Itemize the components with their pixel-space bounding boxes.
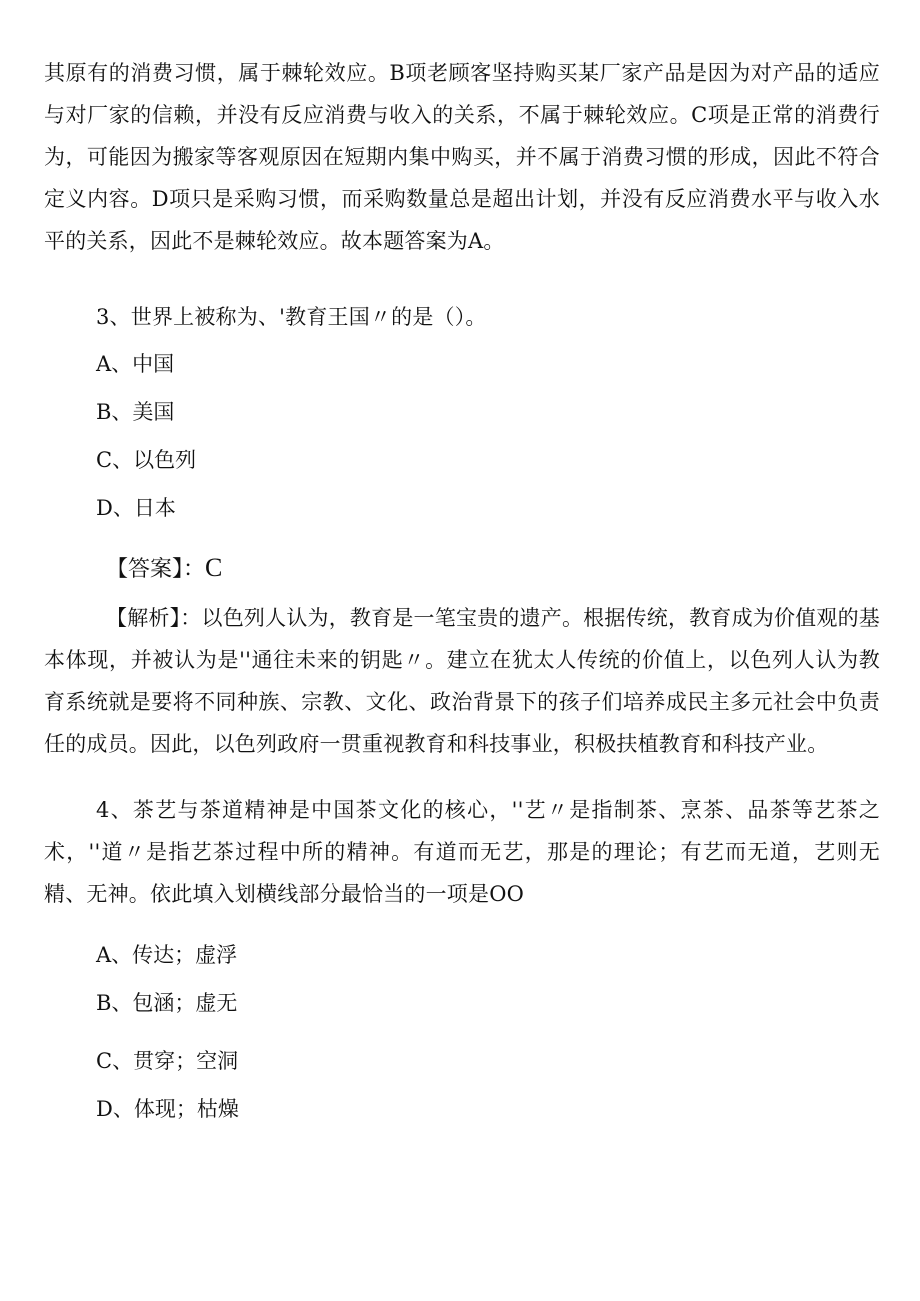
question-4-option-b: B、包涵；虚无 [96,991,238,1015]
answer-label: 【答案】： [106,557,206,582]
question-3-option-b: B、美国 [96,400,175,424]
previous-explanation-paragraph: 其原有的消费习惯，属于棘轮效应。B项老顾客坚持购买某厂家产品是因为对产品的适应与对厂家的信赖，并没有反应消费与收入的关系，不属于棘轮效应。C项是正常的消费行为，可能因为搬家等客观原因在短期内集中购买，并不属于消费习惯的形成，因此不符合定义内容。D项只是采购习惯，而采购数量总是超出计划，并没有反应消费水平与收入水平的关系，因此不是棘轮效应。故本题答案为A。 [44,61,880,253]
question-3-stem-text: 3、世界上被称为、'教育王国〃的是（）。 [96,305,487,329]
question-4-option-a: A、传达；虚浮 [96,943,238,967]
question-4-stem [44,789,880,915]
question-4-option-d: D、体现；枯燥 [96,1097,239,1121]
question-3-stem [44,296,880,338]
answer-value: C [205,553,223,582]
question-4-stem-text: 4、茶艺与茶道精神是中国茶文化的核心，''艺〃是指制茶、烹茶、品茶等艺茶之术，''道〃是指艺茶过程中所的精神。有道而无艺，那是的理论；有艺而无道，艺则无精、无神。依此填入划横线部分最恰当的一项是OO [44,798,880,906]
question-3-option-c: C、以色列 [96,448,197,472]
question-4-option-c: C、贯穿；空洞 [96,1049,239,1073]
question-3-answer [106,553,222,585]
question-3-option-d: D、日本 [96,496,176,520]
analysis-text: 以色列人认为，教育是一笔宝贵的遗产。根据传统，教育成为价值观的基本体现，并被认为是''通往未来的钥匙〃。建立在犹太人传统的价值上，以色列人认为教育系统就是要将不同种族、宗教、文化、政治背景下的孩子们培养成民主多元社会中负责任的成员。因此，以色列政府一贯重视教育和科技事业，积极扶植教育和科技产业。 [44,606,880,756]
analysis-label: 【解析】： [106,606,202,630]
question-3-analysis [44,597,880,765]
question-3-option-a: A、中国 [96,352,175,376]
